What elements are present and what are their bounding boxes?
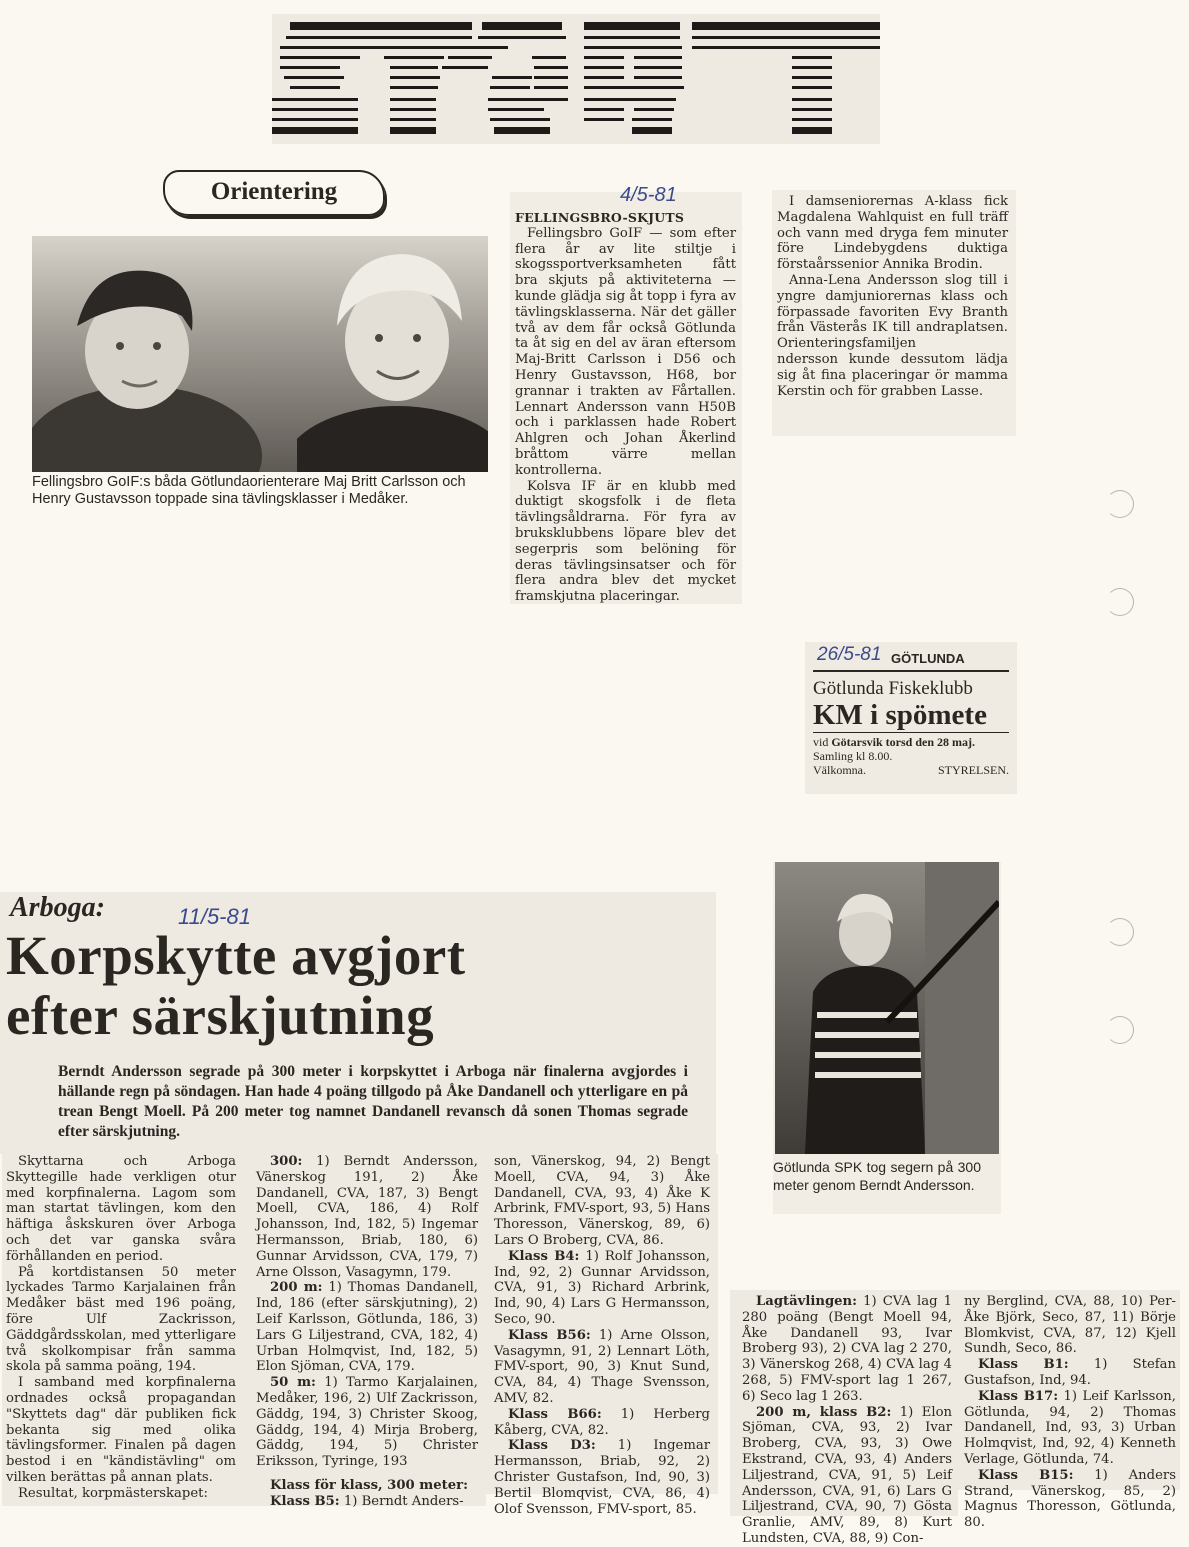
result-entry — [494, 1154, 710, 1249]
result-entry — [494, 1249, 710, 1328]
punch-hole — [1106, 1016, 1134, 1044]
woman-figure — [297, 246, 488, 472]
ad-where-prefix: vid — [813, 735, 832, 749]
punch-hole — [1106, 490, 1134, 518]
result-entry — [494, 1328, 710, 1407]
result-entry — [256, 1154, 478, 1280]
result-label: Klass B66: — [508, 1406, 602, 1422]
result-entry — [964, 1468, 1176, 1531]
ad-title: KM i spömete — [813, 699, 987, 731]
result-entry — [964, 1294, 1176, 1357]
sport-striped-lettering — [272, 14, 880, 144]
shooter-figure — [775, 862, 999, 1154]
result-text: 1) Elon Sjöman, CVA, 93, 2) Ivar Broberg, CVA, 93, 3) Owe Ekstrand, CVA, 93, 4) Anders Liljestrand, CVA, 91, 5) Leif Andersson, CVA, 91, 6) Lars G Liljestrand, CVA, 90, 7) Gösta Granlie, AMV, 89, 8) Kurt Lundsten, CVA, 88, 9) Con- — [742, 1404, 952, 1546]
ad-club: Götlunda Fiskeklubb — [813, 678, 973, 699]
result-entry — [964, 1357, 1176, 1389]
arboga-column-5 — [958, 1290, 1180, 1531]
result-label: Klass B5: — [270, 1493, 340, 1509]
result-label: 200 m, klass B2: — [756, 1404, 892, 1420]
article-paragraph: I samband med korpfinalerna ordnades också propagandan "Skyttets dag" där publiken fick bekanta sig med olika tävlingsformer. Finalen på dagen bestod i en "kändistävling" om vilken berättas på annan plats. — [6, 1375, 236, 1485]
result-text: 1) Leif Karlsson, Götlunda, 94, 2) Thomas Dandanell, Ind, 93, 3) Urban Holmqvist, Ind, 92, 4) Kenneth Verlage, Götlunda, 74. — [964, 1388, 1176, 1467]
fishing-club-ad — [805, 642, 1017, 794]
result-entry — [494, 1407, 710, 1439]
shooter-photo — [773, 862, 1001, 1214]
handwritten-date: 26/5-81 — [817, 644, 882, 665]
result-text: 1) Tarmo Karjalainen, Medåker, 196, 2) Ulf Zackrisson, Gäddg, 194, 3) Christer Skoog, Gäddg, 194, 4) Mirja Broberg, Gäddg, 194, 5) Christer Eriksson, Tyringe, 193 — [256, 1375, 478, 1470]
ad-welcome: Välkomna. — [813, 763, 866, 777]
section-heading: Klass för klass, 300 meter: — [270, 1477, 468, 1493]
handwritten-date: 11/5-81 — [178, 904, 251, 929]
result-label: Klass B56: — [508, 1327, 591, 1343]
punch-hole — [1106, 918, 1134, 946]
result-entry — [494, 1438, 710, 1517]
ad-time: Samling kl 8.00. — [813, 749, 893, 763]
result-label: Klass B4: — [508, 1248, 580, 1264]
result-label: 200 m: — [270, 1280, 323, 1296]
result-label: 300: — [270, 1154, 303, 1169]
ad-where: Götarsvik torsd den 28 maj. — [831, 735, 976, 749]
ad-signed: STYRELSEN. — [937, 763, 1009, 777]
arboga-column-1 — [2, 1154, 246, 1506]
article-paragraph: I damseniorernas A-klass fick Magdalena Wahlquist en full träff och vann med dryga fem minuter före Lindebygdens duktiga förstaårssenior Annika Brodin. — [777, 194, 1008, 273]
arboga-article-header — [0, 892, 716, 1154]
result-label: Klass B1: — [978, 1357, 1069, 1373]
result-entry — [256, 1280, 478, 1375]
arboga-column-4 — [730, 1290, 958, 1546]
result-text: 1) Stefan Gustafson, Ind, 94. — [964, 1357, 1176, 1388]
result-text: 1) CVA lag 1 280 poäng (Bengt Moell 94, Åke Dandanell 93, Ivar Broberg 93), 2) CVA lag 2 270, 3) Vänerskog 268, 4) CVA lag 4 268, 5) FMV-sport lag 1 267, 6) Seco lag 1 263. — [742, 1294, 952, 1404]
article-paragraph: Skyttarna och Arboga Skyttegille hade verkligen otur med korpfinalerna. Lagom som man startat tävlingen, kom den häftiga åskskuren över Arboga och det var ganska svåra förhållanden en period. — [6, 1154, 236, 1264]
result-text: 1) Anders Strand, Vänerskog, 85, 2) Magnus Thoresson, Götlunda, 80. — [964, 1467, 1176, 1531]
article-headline: FELLINGSBRO-SKJUTS — [515, 210, 685, 225]
result-text: son, Vänerskog, 94, 2) Bengt Moell, CVA, 94, 3) Åke Dandanell, CVA, 93, 4) Åke K Arbrink, FMV-sport, 93, 5) Hans Thoresson, Vänerskog, 89, 6) Lars O Broberg, CVA, 86. — [494, 1154, 710, 1248]
article-tail: ndersson kunde dessutom lädja sig åt fina placeringar ör mamma Kerstin och för grabben Lasse. — [777, 351, 1008, 399]
article-paragraph: Fellingsbro GoIF — som efter flera år av lite stiltje i skogssportverksamheten fått bra skjuts på aktiviteterna — kunde glädja sig åt topp i fyra av tävlingsklasserna. När det gäller två av dem får också Götlunda ta åt sig en del av äran eftersom Maj-Britt Carlsson i D56 och Henry Gustavsson, H68, bor grannar i trakten av Fårtallen. Lennart Andersson vann H50B och i parklassen hade Robert Ahlgren och Johan Åkerlind bråttom värre mellan kontrollerna. — [515, 225, 736, 478]
result-entry — [742, 1294, 952, 1405]
photo-caption: Götlunda SPK tog segern på 300 meter genom Berndt Andersson. — [773, 1159, 981, 1193]
article-headline — [6, 926, 716, 1046]
damsenior-article — [772, 190, 1016, 436]
article-paragraph: Anna-Lena Andersson slog till i yngre damjuniorernas klass och förpassade favoriten Evy Branth från Västerås IK till andraplatsen. Orienteringsfamiljen — [777, 272, 1008, 352]
result-label: 50 m: — [270, 1375, 316, 1391]
result-text: 1) Arne Olsson, Vasagymn, 91, 2) Lennart Löth, FMV-sport, 90, 3) Knut Sund, CVA, 84, 4) Thage Svensson, AMV, 82. — [494, 1327, 710, 1406]
headline-line: efter särskjutning — [6, 985, 435, 1046]
result-text: 1) Herberg Kåberg, CVA, 82. — [494, 1406, 710, 1438]
result-label: Klass D3: — [508, 1438, 596, 1454]
article-paragraph: Resultat, korpmästerskapet: — [18, 1485, 208, 1501]
ad-tag: GÖTLUNDA — [891, 651, 965, 666]
handwritten-date: 4/5-81 — [620, 184, 677, 206]
photo-caption: Fellingsbro GoIF:s båda Götlundaorienterare Maj Britt Carlsson och Henry Gustavsson toppade sina tävlingsklasser i Medåker. — [32, 474, 466, 507]
headline-line: Korpskytte avgjort — [6, 925, 466, 986]
result-label: Klass B17: — [978, 1388, 1059, 1404]
result-entry — [256, 1375, 478, 1470]
arboga-column-2 — [246, 1154, 486, 1509]
result-text: ny Berglind, CVA, 88, 10) Per-Åke Björk, Seco, 87, 11) Börje Blomkvist, CVA, 87, 12) Kjell Sundh, Seco, 86. — [964, 1294, 1176, 1357]
article-paragraph: Kolsva IF är en klubb med duktigt skogsfolk i de fleta tävlingsåldrarna. För fyra av bruksklubbens löpare blev det segerpris som belöning för deras tävlingsinsatser och för flera andra blev det mycket framskjutna placeringar. — [515, 478, 736, 605]
result-text: 1) Berndt Anders- — [339, 1493, 464, 1509]
result-entry — [742, 1405, 952, 1547]
orienteers-photo — [32, 236, 488, 472]
shooter-image — [775, 862, 999, 1154]
section-badge — [163, 170, 385, 216]
result-text: 1) Ingemar Hermansson, Briab, 92, 2) Christer Gustafson, Ind, 90, 3) Bertil Blomqvist, CVA, 86, 4) Olof Svensson, FMV-sport, 85. — [494, 1438, 710, 1517]
article-lead: Berndt Andersson segrade på 300 meter i korpskyttet i Arboga när finalerna avgjordes i hällande regn på söndagen. Han hade 4 poäng tillgodo på Åke Dandanell och ytterligare en på trean Bengt Moell. På 200 meter tog namnet Dandanell revansch då sonen Thomas segrade efter särskjutning. — [58, 1063, 688, 1140]
punch-hole — [1106, 588, 1134, 616]
result-text: 1) Rolf Johansson, Ind, 92, 2) Gunnar Arvidsson, CVA, 91, 3) Richard Arbrink, Ind, 90, 4) Lars G Hermansson, Seco, 90. — [494, 1248, 710, 1327]
arboga-column-3 — [486, 1154, 718, 1517]
man-figure — [32, 256, 262, 472]
result-entry — [964, 1389, 1176, 1468]
badge-label: Orientering — [210, 178, 338, 205]
fellingsbro-article — [510, 184, 742, 605]
result-text: 1) Thomas Dandanell, Ind, 186 (efter särskjutning), 2) Leif Karlsson, Götlunda, 186, 3) Lars G Liljestrand, CVA, 182, 4) Urban Holmqvist, Ind, 182, 5) Elon Sjöman, CVA, 179. — [256, 1280, 478, 1375]
result-entry — [256, 1494, 478, 1510]
result-label: Klass B15: — [978, 1467, 1074, 1483]
result-label: Lagtävlingen: — [756, 1294, 858, 1309]
result-text: 1) Berndt Andersson, Vänerskog 191, 2) Åke Dandanell, CVA, 187, 3) Bengt Moell, CVA, 186, 4) Rolf Johansson, Ind, 182, 5) Ingemar Hermansson, Briab, 180, 6) Gunnar Arvidsson, CVA, 179, 7) Arne Olsson, Vasagymn, 179. — [256, 1154, 478, 1280]
article-kicker: Arboga: — [10, 892, 105, 923]
sport-logo — [272, 14, 880, 144]
article-paragraph: På kortdistansen 50 meter lyckades Tarmo Karjalainen från Medåker bäst med 196 poäng, före Ulf Zackrisson, Gäddgårdsskolan, med ytterligare två skolkompisar från samma skola på samma poäng, 194. — [6, 1264, 236, 1375]
